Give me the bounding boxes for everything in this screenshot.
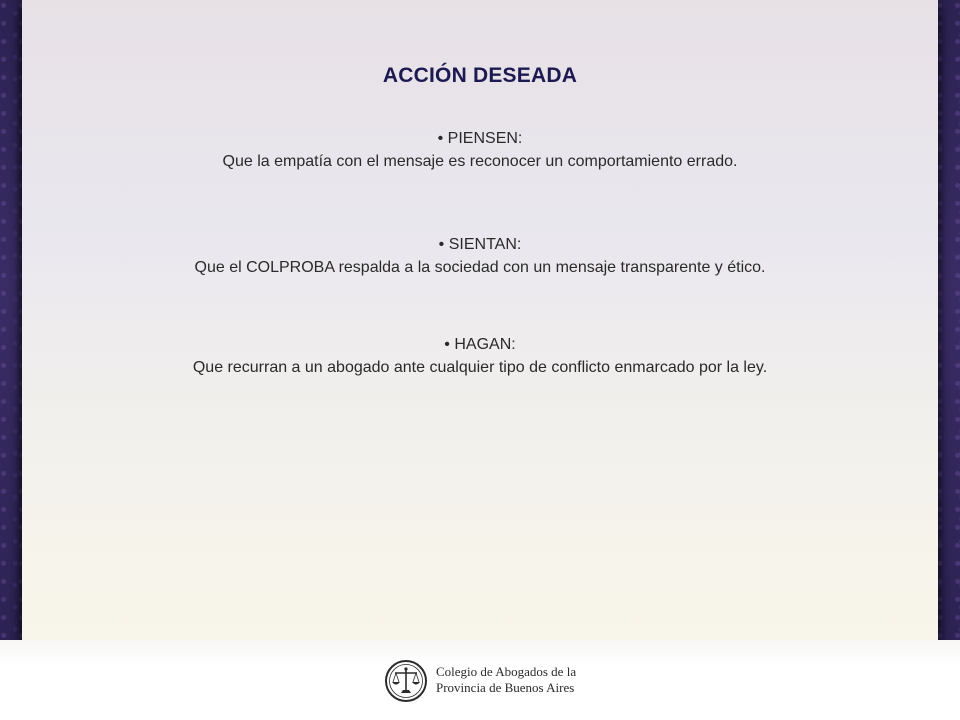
organization-name: [436, 664, 636, 696]
organization-name-line-1: Colegio de Abogados de la: [436, 664, 577, 679]
section-heading: • SIENTAN:: [438, 236, 522, 253]
scales-of-justice-seal-icon: [384, 659, 428, 703]
section-heading: • HAGAN:: [444, 336, 516, 353]
slide-title: ACCIÓN DESEADA: [382, 64, 578, 87]
slide-panel: [22, 0, 938, 640]
section-hagan: [22, 334, 938, 380]
section-sientan: [22, 234, 938, 280]
section-piensen: [22, 128, 938, 174]
section-text: Que el COLPROBA respalda a la sociedad con un mensaje transparente y ético.: [194, 259, 766, 276]
section-text: Que recurran a un abogado ante cualquier tipo de conflicto enmarcado por la ley.: [192, 359, 768, 376]
section-text: Que la empatía con el mensaje es reconocer un comportamiento errado.: [222, 153, 738, 170]
organization-name-line-2: Provincia de Buenos Aires: [436, 680, 575, 695]
section-heading: • PIENSEN:: [437, 130, 523, 147]
